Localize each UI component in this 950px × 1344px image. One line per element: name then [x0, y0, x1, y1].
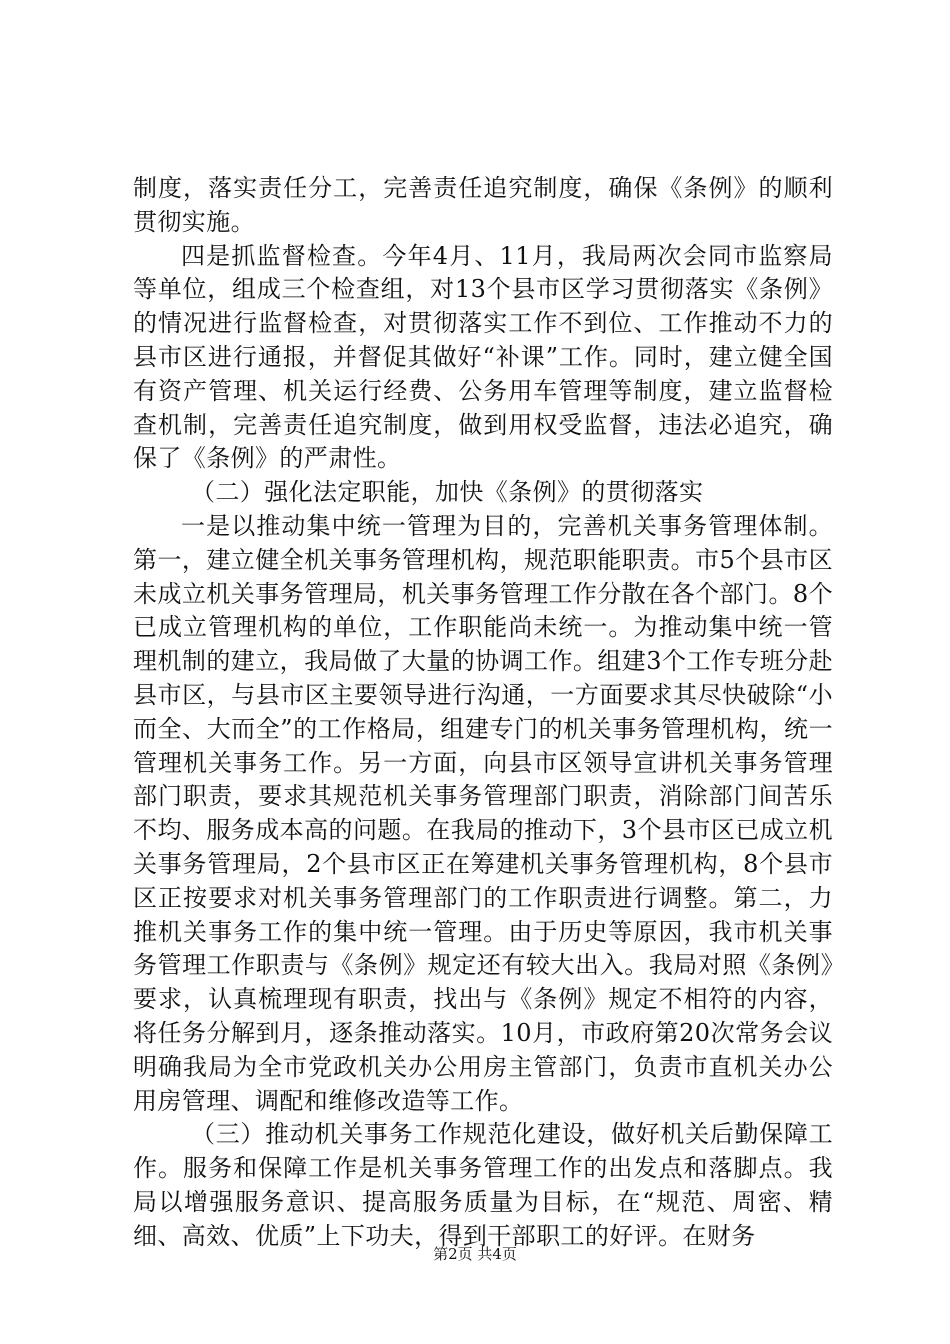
paragraph-supervision-inspection: 四是抓监督检查。今年4月、11月，我局两次会同市监察局等单位，组成三个检查组，对13个县市区学习贯彻落实《条例》的情况进行监督检查，对贯彻落实工作不到位、工作推动不力的县市区进行通报，并督促其做好“补课”工作。同时，建立健全国有资产管理、机关运行经费、公务用车管理等制度，建立监督检查机制，完善责任追究制度，做到用权受监督，违法必追究，确保了《条例》的严肃性。	[133, 241, 833, 473]
document-body	[133, 172, 833, 1254]
section-heading-3-paragraph: （三）推动机关事务工作规范化建设，做好机关后勤保障工作。服务和保障工作是机关事务管理工作的出发点和落脚点。我局以增强服务意识、提高服务质量为目标，在“规范、周密、精细、高效、优质”上下功夫，得到干部职工的好评。在财务	[133, 1120, 833, 1250]
paragraph-continuation: 制度，落实责任分工，完善责任追究制度，确保《条例》的顺利贯彻实施。	[133, 174, 833, 236]
page-number: 第2页 共4页	[433, 1245, 517, 1263]
section-heading-2: （二）强化法定职能，加快《条例》的贯彻落实	[191, 478, 704, 507]
page-footer	[0, 1243, 950, 1264]
paragraph-centralized-management: 一是以推动集中统一管理为目的，完善机关事务管理体制。第一，建立健全机关事务管理机构，规范职能职责。市5个县市区未成立机关事务管理局，机关事务管理工作分散在各个部门。8个已成立管理机构的单位，工作职能尚未统一。为推动集中统一管理机制的建立，我局做了大量的协调工作。组建3个工作专班分赴县市区，与县市区主要领导进行沟通，一方面要求其尽快破除“小而全、大而全”的工作格局，组建专门的机关事务管理机构，统一管理机关事务工作。另一方面，向县市区领导宣讲机关事务管理部门职责，要求其规范机关事务管理部门职责，消除部门间苦乐不均、服务成本高的问题。在我局的推动下，3个县市区已成立机关事务管理局，2个县市区正在筹建机关事务管理机构，8个县市区正按要求对机关事务管理部门的工作职责进行调整。第二，力推机关事务工作的集中统一管理。由于历史等原因，我市机关事务管理工作职责与《条例》规定还有较大出入。我局对照《条例》要求，认真梳理现有职责，找出与《条例》规定不相符的内容，将任务分解到月，逐条推动落实。10月，市政府第20次常务会议明确我局为全市党政机关办公用房主管部门，负责市直机关办公用房管理、调配和维修改造等工作。	[133, 511, 833, 1115]
